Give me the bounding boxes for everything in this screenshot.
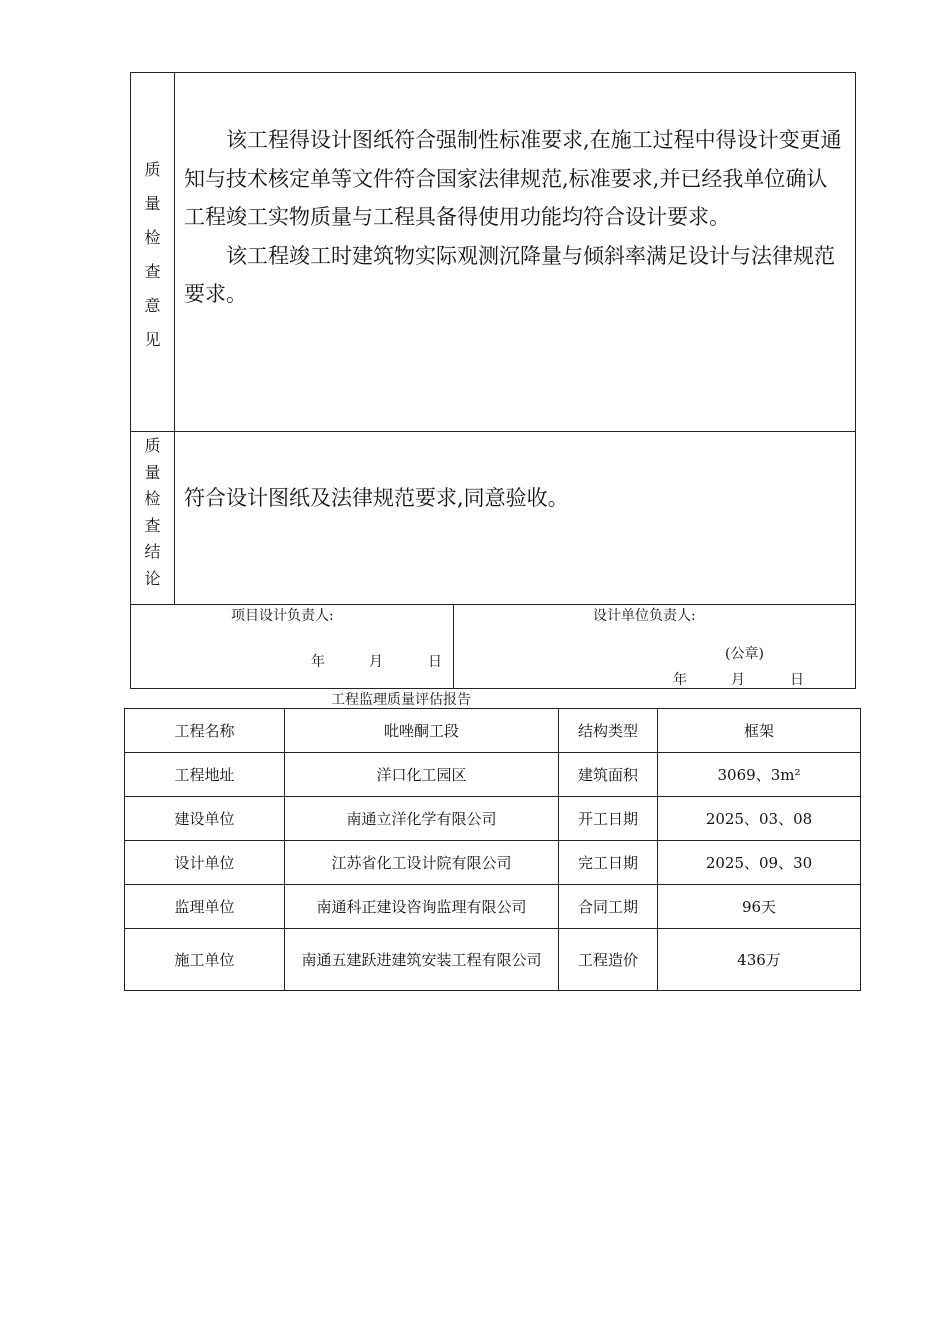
field-value: 2025、09、30	[658, 841, 861, 885]
field-label: 合同工期	[559, 885, 658, 929]
field-value: 南通科正建设咨询监理有限公司	[285, 885, 559, 929]
field-label: 开工日期	[559, 797, 658, 841]
field-label: 工程地址	[125, 753, 285, 797]
opinion-label-char: 意	[144, 296, 161, 315]
field-label: 建筑面积	[559, 753, 658, 797]
field-label: 结构类型	[559, 709, 658, 753]
opinion-conclusion-divider	[131, 431, 855, 432]
design-unit-lead-label: 设计单位负责人:	[593, 608, 696, 624]
opinion-label-char: 质	[144, 160, 161, 179]
right-date-year: 年	[673, 672, 687, 688]
table-row	[125, 885, 861, 929]
table-row	[125, 841, 861, 885]
field-label: 建设单位	[125, 797, 285, 841]
field-label: 工程名称	[125, 709, 285, 753]
opinion-paragraph: 该工程得设计图纸符合强制性标准要求,在施工过程中得设计变更通知与技术核定单等文件符合国家法律规范,标准要求,并已经我单位确认工程竣工实物质量与工程具备得使用功能均符合设计要求。	[184, 128, 842, 229]
inspection-form	[130, 72, 856, 689]
field-value: 南通立洋化学有限公司	[285, 797, 559, 841]
field-label: 设计单位	[125, 841, 285, 885]
official-seal-label: (公章)	[725, 646, 764, 662]
right-date-day: 日	[790, 672, 804, 688]
field-value: 江苏省化工设计院有限公司	[285, 841, 559, 885]
field-value: 436万	[658, 929, 861, 991]
conclusion-label-char: 查	[144, 515, 161, 535]
opinion-label-char: 查	[144, 262, 161, 281]
field-value: 3069、3m²	[658, 753, 861, 797]
field-label: 施工单位	[125, 929, 285, 991]
opinion-text	[184, 121, 847, 314]
signature-row-divider	[131, 604, 855, 605]
opinion-label	[131, 153, 174, 357]
conclusion-label-char: 量	[144, 462, 161, 482]
field-label: 工程造价	[559, 929, 658, 991]
project-info-table	[124, 708, 861, 991]
label-column-divider	[174, 73, 175, 604]
conclusion-label-char: 质	[144, 436, 161, 455]
report-title: 工程监理质量评估报告	[331, 692, 471, 708]
field-value: 框架	[658, 709, 861, 753]
field-value: 吡唑酮工段	[285, 709, 559, 753]
conclusion-text: 符合设计图纸及法律规范要求,同意验收。	[184, 486, 569, 510]
table-row	[125, 929, 861, 991]
conclusion-label-char: 结	[144, 542, 161, 561]
table-row	[125, 753, 861, 797]
right-date-month: 月	[731, 672, 745, 688]
opinion-paragraph: 该工程竣工时建筑物实际观测沉降量与倾斜率满足设计与法律规范要求。	[184, 243, 835, 306]
opinion-label-char: 见	[144, 330, 161, 349]
left-date-month: 月	[369, 654, 383, 670]
conclusion-label	[131, 433, 174, 592]
conclusion-label-char: 检	[144, 489, 161, 508]
table-row	[125, 709, 861, 753]
field-label: 完工日期	[559, 841, 658, 885]
field-label: 监理单位	[125, 885, 285, 929]
field-value: 南通五建跃进建筑安装工程有限公司	[285, 929, 559, 991]
opinion-label-char: 检	[144, 228, 161, 247]
conclusion-label-char: 论	[144, 568, 161, 588]
field-value: 洋口化工园区	[285, 753, 559, 797]
left-date-year: 年	[311, 654, 325, 670]
project-design-lead-label: 项目设计负责人:	[231, 608, 334, 624]
signature-column-divider	[453, 604, 454, 688]
field-value: 96天	[658, 885, 861, 929]
table-row	[125, 797, 861, 841]
field-value: 2025、03、08	[658, 797, 861, 841]
opinion-label-char: 量	[144, 194, 161, 213]
left-date-day: 日	[428, 654, 442, 670]
